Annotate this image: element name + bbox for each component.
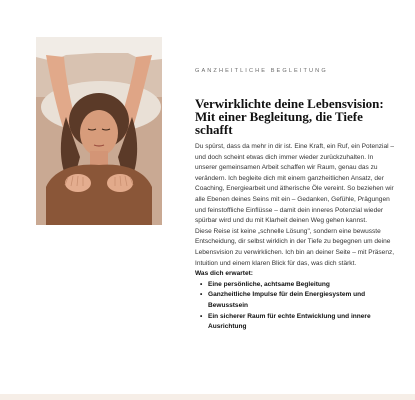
massage-photo xyxy=(36,37,162,225)
intro-paragraph: Du spürst, dass da mehr in dir ist. Eine Kraft, ein Ruf, ein Potenzial – und doch scheint etwas dich immer wieder zurückzuhalten. In unserer gemeinsamen Arbeit schaffen wir Raum, genau das zu verändern. Ich begleite dich mit einem ganzheitlichen Ansatz, der Coaching, Energiearbeit und ätherische Öle vereint. So beziehen wir alle Ebenen deines Seins mit ein – Gedanken, Gefühle, Prägungen und feinstoffliche Einflüsse – damit dein inneres Potenzial wieder spürbar wird und du mit Klarheit deinen Weg gehen kannst. xyxy=(195,143,395,225)
text-section xyxy=(195,68,395,333)
expect-list xyxy=(195,280,395,333)
section-eyebrow: GANZHEITLICHE BEGLEITUNG xyxy=(195,68,328,74)
list-item: • Ganzheitliche Impulse für dein Energiesystem und Bewusstsein xyxy=(207,290,395,311)
section-body xyxy=(195,142,395,269)
list-item: • Ein sicherer Raum für echte Entwicklung und innere Ausrichtung xyxy=(207,312,395,333)
expect-heading: Was dich erwartet: xyxy=(195,270,253,278)
section-title: Verwirklichte deine Lebensvision: Mit einer Begleitung, die Tiefe schafft xyxy=(195,96,384,137)
massage-photo-illustration xyxy=(36,37,162,225)
footer-band xyxy=(0,394,415,400)
list-item: • Eine persönliche, achtsame Begleitung xyxy=(207,280,395,291)
journey-paragraph: Diese Reise ist keine „schnelle Lösung", sondern eine bewusste Entscheidung, dir selbst wirklich in der Tiefe zu begegnen um deine Lebensvision zu verwirklichen. Ich bin an deiner Seite – mit Präsenz, Intuition und einem klaren Blick für das, was dich stärkt. xyxy=(195,227,395,267)
